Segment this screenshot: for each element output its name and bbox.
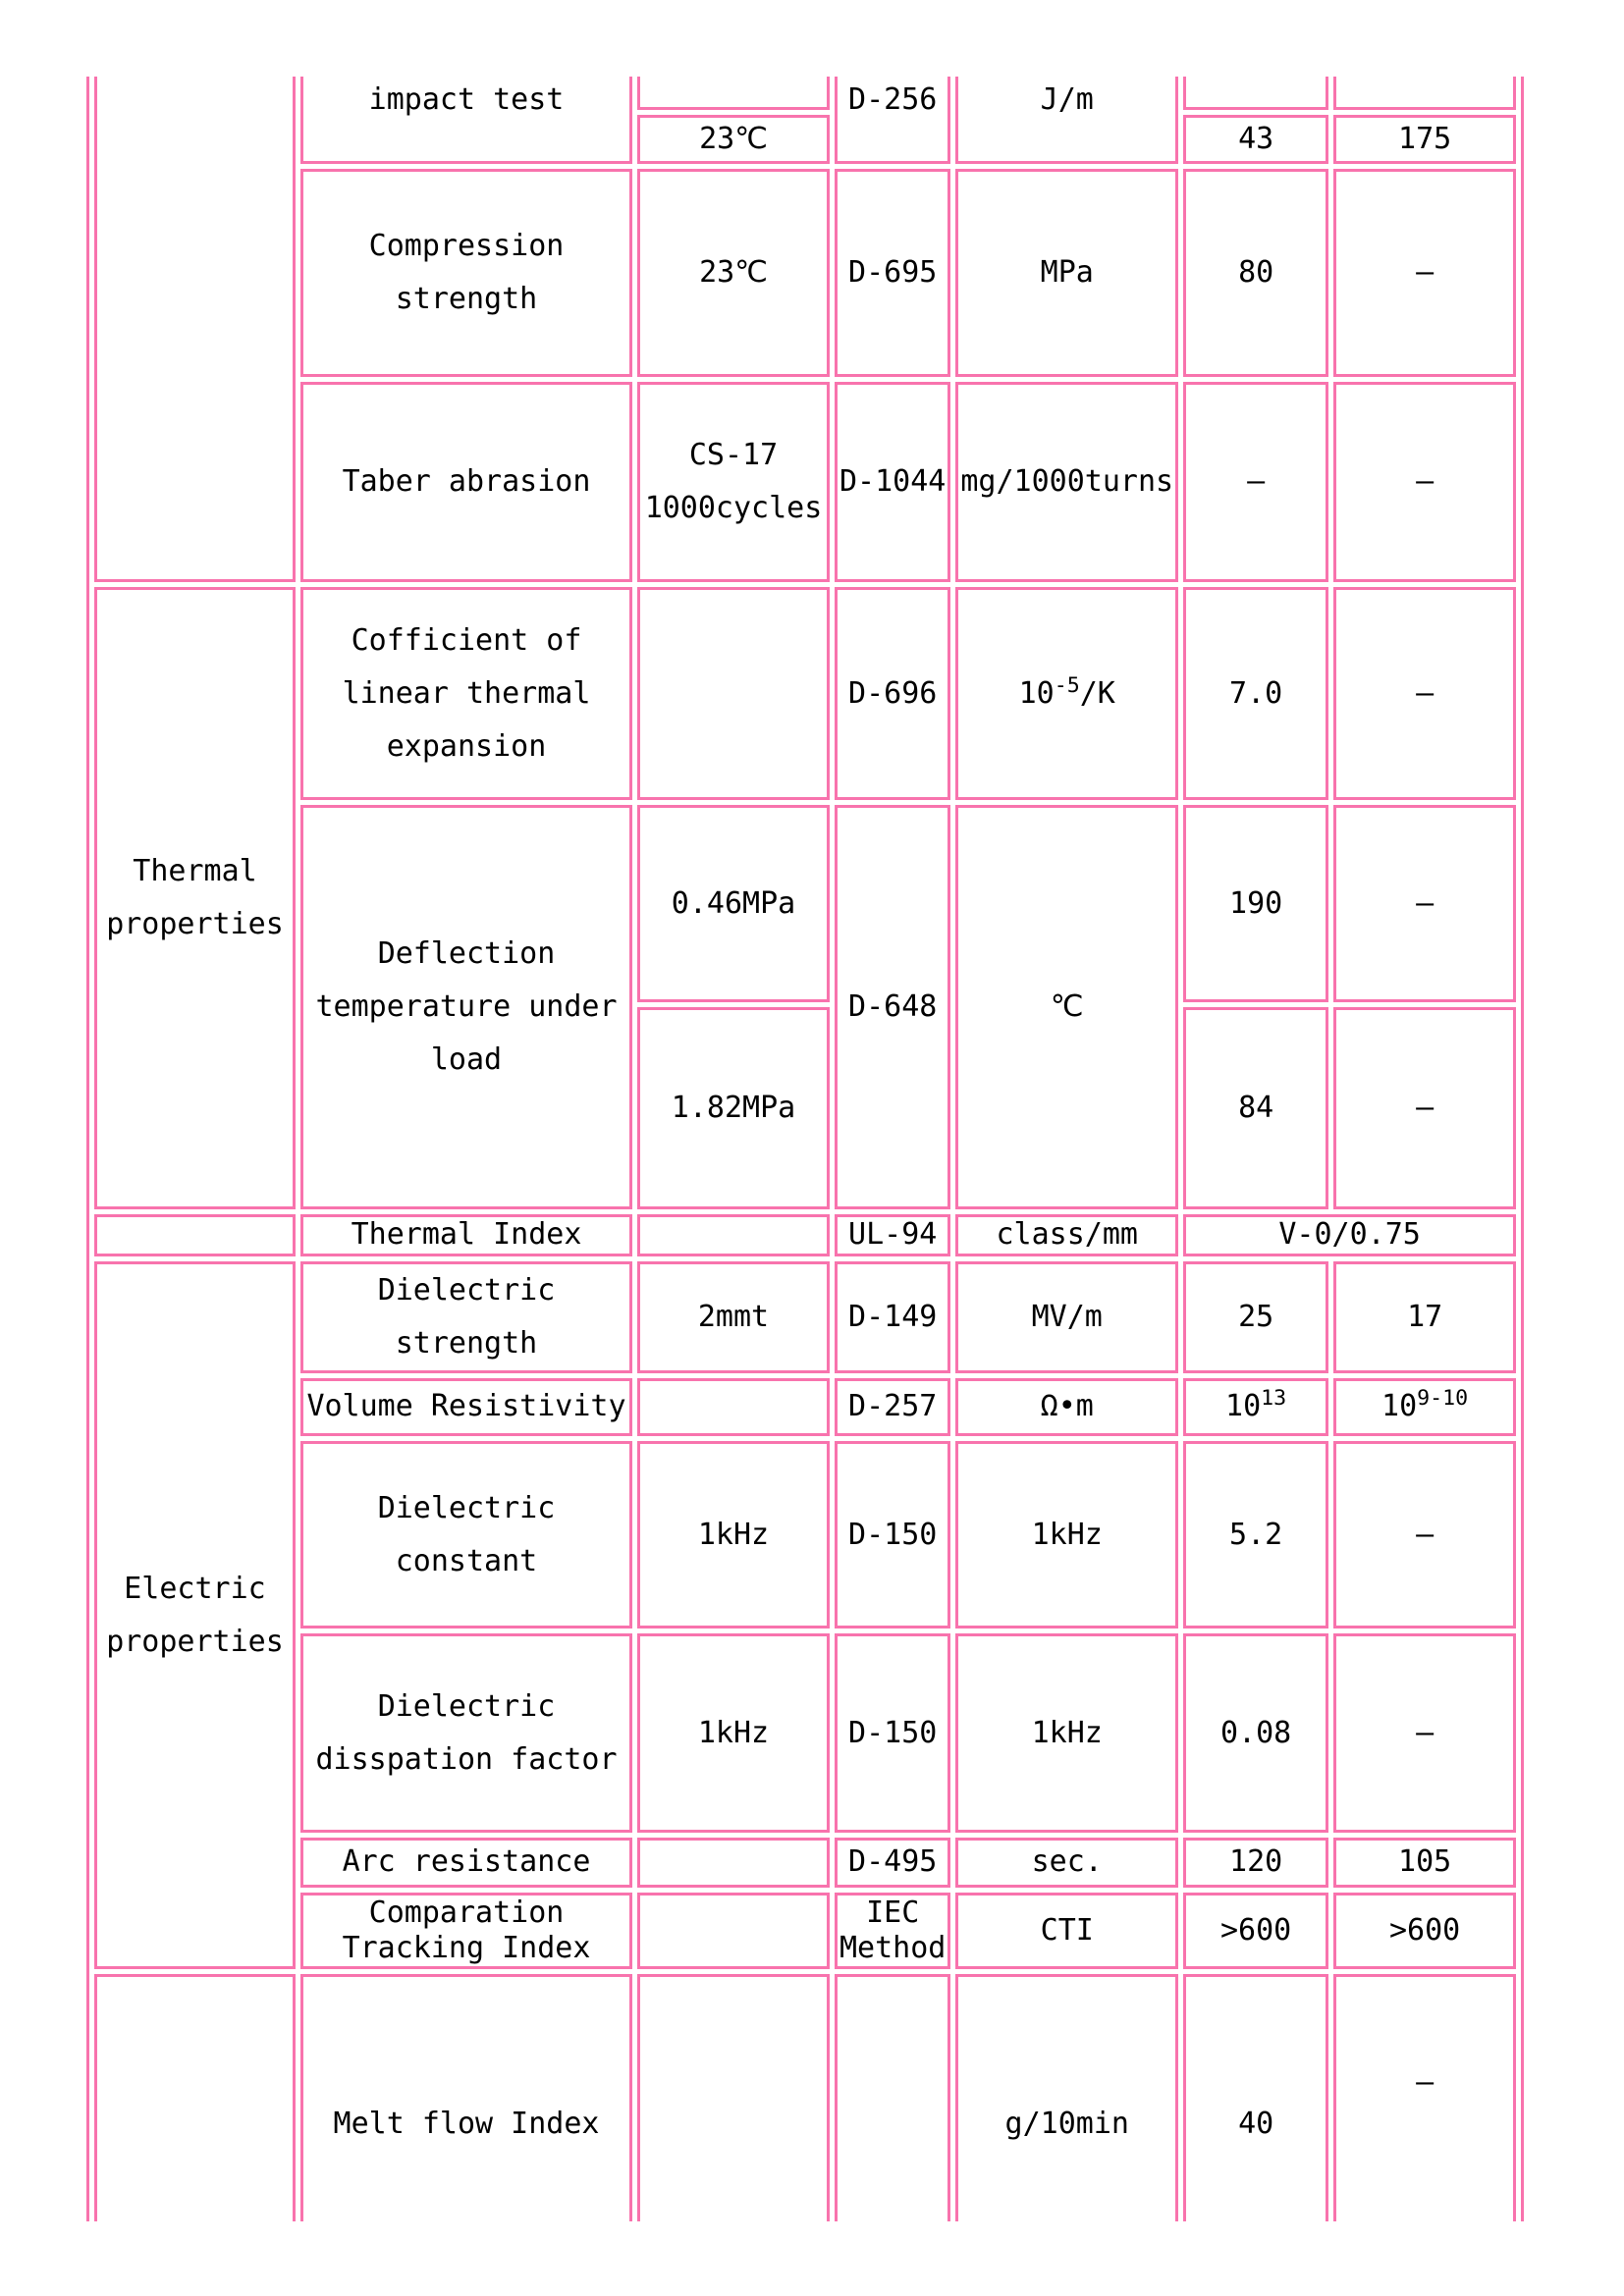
value-superscript: 9-10 — [1417, 1386, 1469, 1412]
cell-cti-value-a: >600 — [1183, 1893, 1328, 1969]
cell-taber-condition: CS-17 1000cycles — [637, 382, 830, 582]
cell-category-mechanical-empty — [94, 77, 296, 582]
cell-dissipation-condition: 1kHz — [637, 1633, 830, 1833]
row-thermal-index — [94, 1214, 1516, 1256]
cell-volume-resistivity-method: D-257 — [835, 1378, 950, 1436]
cell-expansion-unit — [955, 587, 1178, 800]
cell-dissipation-unit: 1kHz — [955, 1633, 1178, 1833]
unit-base: 10 — [1018, 675, 1055, 711]
cell-arc-condition-empty — [637, 1838, 830, 1888]
cell-deflection-unit: ℃ — [955, 805, 1178, 1209]
cell-dissipation-method: D-150 — [835, 1633, 950, 1833]
cell-thermal-index-method: UL-94 — [835, 1214, 950, 1256]
cell-deflection-182-value-a: 84 — [1183, 1007, 1328, 1209]
cell-impact-test-method: D-256 — [835, 77, 950, 164]
cell-taber-property: Taber abrasion — [300, 382, 632, 582]
cell-dielectric-constant-value-a: 5.2 — [1183, 1441, 1328, 1629]
row-taber-abrasion — [94, 382, 1516, 582]
cell-volume-resistivity-value-a — [1183, 1378, 1328, 1436]
cell-dielectric-strength-value-b: 17 — [1333, 1261, 1516, 1373]
cell-category-thermal: Thermal properties — [94, 587, 296, 1209]
row-deflection-046 — [94, 805, 1516, 1002]
cell-dielectric-strength-value-a: 25 — [1183, 1261, 1328, 1373]
cell-dielectric-strength-unit: MV/m — [955, 1261, 1178, 1373]
cell-compression-value-a: 80 — [1183, 169, 1328, 377]
cell-taber-value-a: — — [1183, 382, 1328, 582]
cell-dielectric-strength-condition: 2mmt — [637, 1261, 830, 1373]
cell-taber-value-b: — — [1333, 382, 1516, 582]
cell-melt-property: Melt flow Index — [300, 1974, 632, 2221]
row-impact-test-upper — [94, 77, 1516, 110]
cell-impact-test-condition: 23℃ — [637, 115, 830, 164]
cell-arc-property: Arc resistance — [300, 1838, 632, 1888]
cell-melt-value-b — [1333, 1974, 1516, 2221]
row-dielectric-strength — [94, 1261, 1516, 1373]
cell-dielectric-constant-value-b: — — [1333, 1441, 1516, 1629]
cell-category-electric: Electric properties — [94, 1261, 296, 1969]
row-compression-strength — [94, 169, 1516, 377]
unit-tail: /K — [1079, 675, 1115, 711]
cell-deflection-182-value-b: — — [1333, 1007, 1516, 1209]
cell-deflection-method: D-648 — [835, 805, 950, 1209]
cell-dielectric-constant-unit: 1kHz — [955, 1441, 1178, 1629]
cell-dielectric-constant-method: D-150 — [835, 1441, 950, 1629]
cell-cti-value-b: >600 — [1333, 1893, 1516, 1969]
cell-compression-property: Compression strength — [300, 169, 632, 377]
cell-impact-test-value-b: 175 — [1333, 115, 1516, 164]
cell-thermal-index-unit: class/mm — [955, 1214, 1178, 1256]
cell-taber-unit: mg/1000turns — [955, 382, 1178, 582]
cell-taber-method: D-1044 — [835, 382, 950, 582]
cell-compression-method: D-695 — [835, 169, 950, 377]
cell-dissipation-value-a: 0.08 — [1183, 1633, 1328, 1833]
cell-dielectric-strength-property: Dielectric strength — [300, 1261, 632, 1373]
cell-impact-test-value-a: 43 — [1183, 115, 1328, 164]
cell-cti-condition-empty — [637, 1893, 830, 1969]
cell-thermal-index-condition-empty — [637, 1214, 830, 1256]
cell-arc-unit: sec. — [955, 1838, 1178, 1888]
cell-expansion-method: D-696 — [835, 587, 950, 800]
cell-impact-test-unit: J/m — [955, 77, 1178, 164]
cell-expansion-value-a: 7.0 — [1183, 587, 1328, 800]
cell-dielectric-constant-property: Dielectric constant — [300, 1441, 632, 1629]
cell-volume-resistivity-unit: Ω•m — [955, 1378, 1178, 1436]
cell-deflection-condition-182: 1.82MPa — [637, 1007, 830, 1209]
cell-impact-test-property: impact test — [300, 77, 632, 164]
cell-deflection-property: Deflection temperature under load — [300, 805, 632, 1209]
row-melt-flow-index — [94, 1974, 1516, 2221]
cell-dielectric-constant-condition: 1kHz — [637, 1441, 830, 1629]
cell-melt-unit: g/10min — [955, 1974, 1178, 2221]
cell-melt-category-empty — [94, 1974, 296, 2221]
value-base: 10 — [1381, 1389, 1418, 1424]
value-base: 10 — [1225, 1389, 1262, 1424]
cell-compression-value-b: — — [1333, 169, 1516, 377]
cell-melt-value-a: 40 — [1183, 1974, 1328, 2221]
row-dissipation-factor — [94, 1633, 1516, 1833]
cell-deflection-condition-046: 0.46MPa — [637, 805, 830, 1002]
row-dielectric-constant — [94, 1441, 1516, 1629]
cell-expansion-value-b: — — [1333, 587, 1516, 800]
cell-expansion-condition-empty — [637, 587, 830, 800]
cell-dissipation-value-b: — — [1333, 1633, 1516, 1833]
unit-superscript: -5 — [1054, 672, 1080, 698]
cell-arc-value-b: 105 — [1333, 1838, 1516, 1888]
cell-arc-method: D-495 — [835, 1838, 950, 1888]
cell-deflection-046-value-a: 190 — [1183, 805, 1328, 1002]
melt-value-b-dash: — — [1416, 2065, 1435, 2100]
row-arc-resistance — [94, 1838, 1516, 1888]
cell-arc-value-a: 120 — [1183, 1838, 1328, 1888]
cell-melt-method-empty — [835, 1974, 950, 2221]
row-tracking-index — [94, 1893, 1516, 1969]
row-thermal-expansion — [94, 587, 1516, 800]
material-properties-table — [86, 77, 1524, 2221]
cell-melt-condition-empty — [637, 1974, 830, 2221]
cell-volume-resistivity-property: Volume Resistivity — [300, 1378, 632, 1436]
value-superscript: 13 — [1261, 1386, 1287, 1412]
cell-impact-test-value-a-upper-empty — [1183, 77, 1328, 110]
cell-dissipation-property: Dielectric disspation factor — [300, 1633, 632, 1833]
cell-impact-test-value-b-upper-empty — [1333, 77, 1516, 110]
cell-thermal-index-category-empty — [94, 1214, 296, 1256]
cell-volume-resistivity-value-b — [1333, 1378, 1516, 1436]
cell-deflection-046-value-b: — — [1333, 805, 1516, 1002]
cell-impact-test-condition-upper-empty — [637, 77, 830, 110]
row-volume-resistivity — [94, 1378, 1516, 1436]
cell-cti-property: Comparation Tracking Index — [300, 1893, 632, 1969]
cell-expansion-property: Cofficient of linear thermal expansion — [300, 587, 632, 800]
cell-dielectric-strength-method: D-149 — [835, 1261, 950, 1373]
cell-cti-method: IEC Method — [835, 1893, 950, 1969]
cell-compression-condition: 23℃ — [637, 169, 830, 377]
cell-thermal-index-property: Thermal Index — [300, 1214, 632, 1256]
cell-compression-unit: MPa — [955, 169, 1178, 377]
cell-thermal-index-value: V-0/0.75 — [1183, 1214, 1516, 1256]
cell-volume-resistivity-condition-empty — [637, 1378, 830, 1436]
cell-cti-unit: CTI — [955, 1893, 1178, 1969]
table-viewport — [86, 77, 1528, 2221]
